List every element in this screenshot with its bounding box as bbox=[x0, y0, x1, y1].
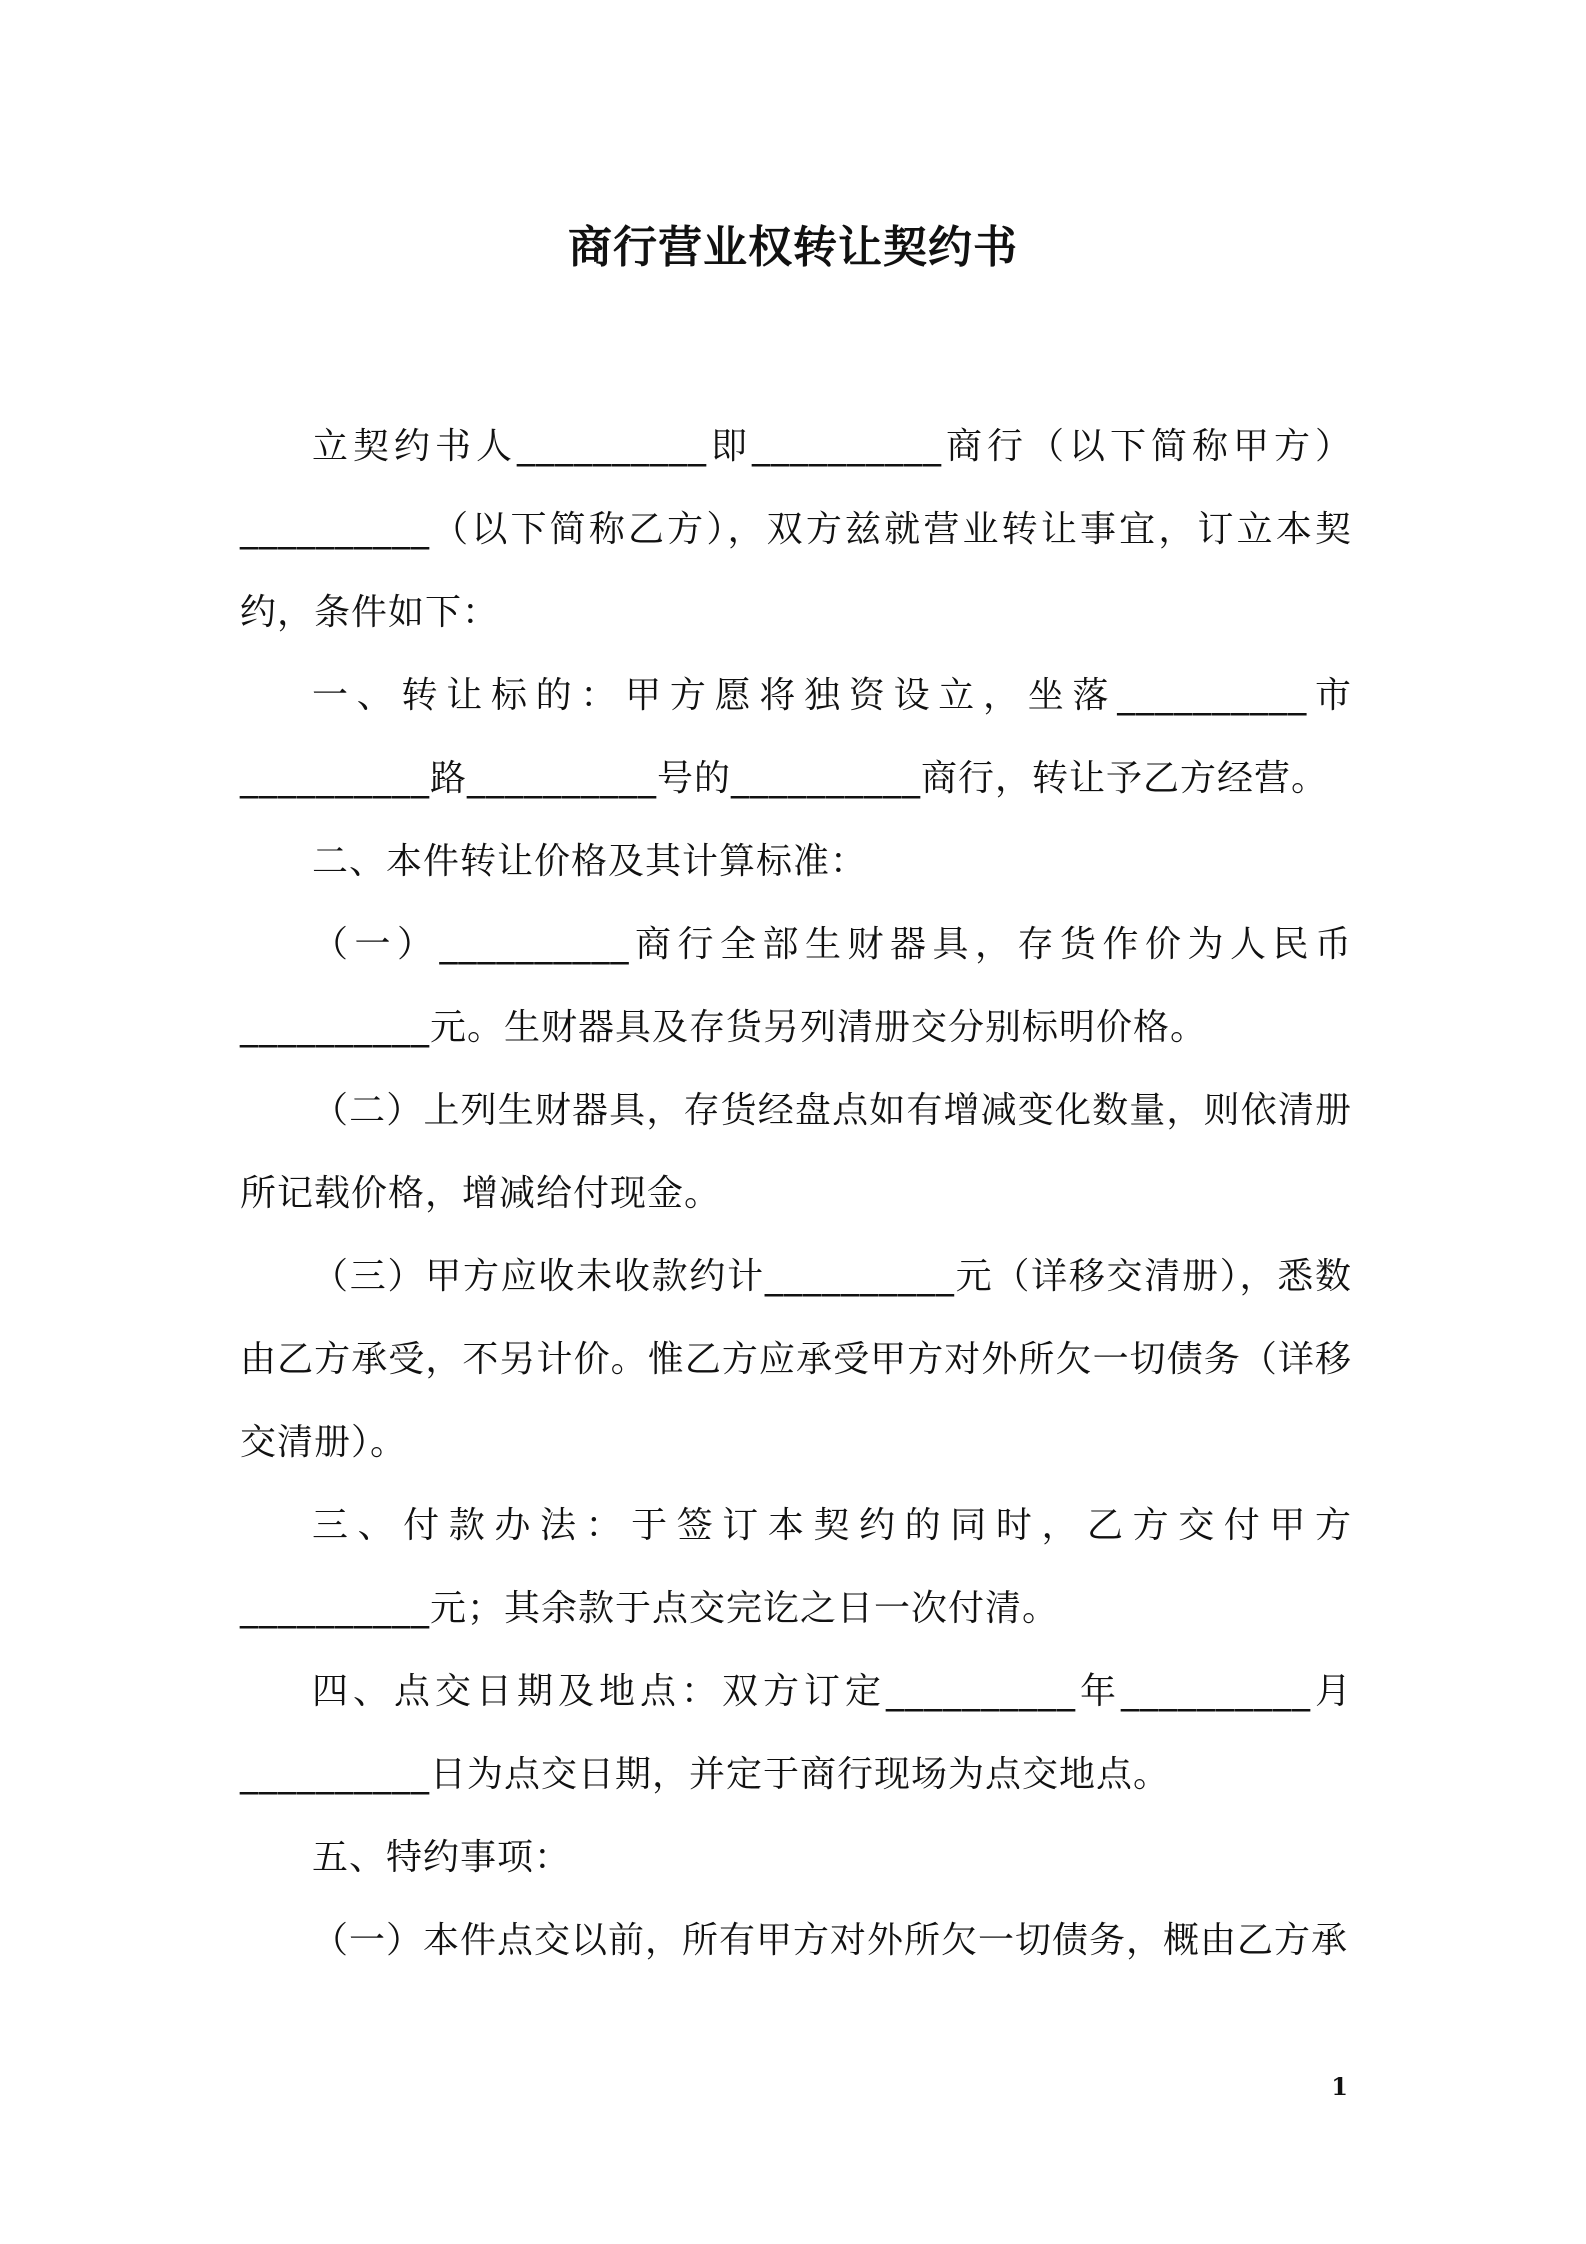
clause-2-heading: 二、本件转让价格及其计算标准： bbox=[312, 841, 868, 882]
clause-3-payment: 三、付款办法：于签订本契约的同时，乙方交付甲方__________元；其余款于点交完讫之日一次付清。 bbox=[240, 1505, 1352, 1629]
preamble-paragraph: 立契约书人__________即__________商行（以下简称甲方）__________（以下简称乙方），双方兹就营业转让事宜，订立本契约，条件如下： bbox=[240, 426, 1352, 633]
contract-body bbox=[240, 405, 1352, 1982]
clause-5-item-1: （一）本件点交以前，所有甲方对外所欠一切债务，概由乙方承 bbox=[312, 1920, 1349, 1961]
clause-2-item-3: （三）甲方应收未收款约计__________元（详移交清册），悉数由乙方承受，不另计价。惟乙方应承受甲方对外所欠一切债务（详移交清册）。 bbox=[240, 1256, 1352, 1463]
clause-4-handover: 四、点交日期及地点：双方订定__________年__________月__________日为点交日期，并定于商行现场为点交地点。 bbox=[240, 1671, 1352, 1795]
clause-2-item-2: （二）上列生财器具，存货经盘点如有增减变化数量，则依清册所记载价格，增减给付现金。 bbox=[240, 1090, 1352, 1214]
clause-1-transfer-subject: 一、转让标的：甲方愿将独资设立，坐落__________市__________路__________号的__________商行，转让予乙方经营。 bbox=[240, 675, 1352, 799]
document-title: 商行营业权转让契约书 bbox=[568, 222, 1018, 273]
clause-5-heading: 五、特约事项： bbox=[312, 1837, 572, 1878]
clause-2-item-1: （一）__________商行全部生财器具，存货作价为人民币__________元。生财器具及存货另列清册交分别标明价格。 bbox=[240, 924, 1352, 1048]
page-number: 1 bbox=[1331, 2072, 1348, 2101]
